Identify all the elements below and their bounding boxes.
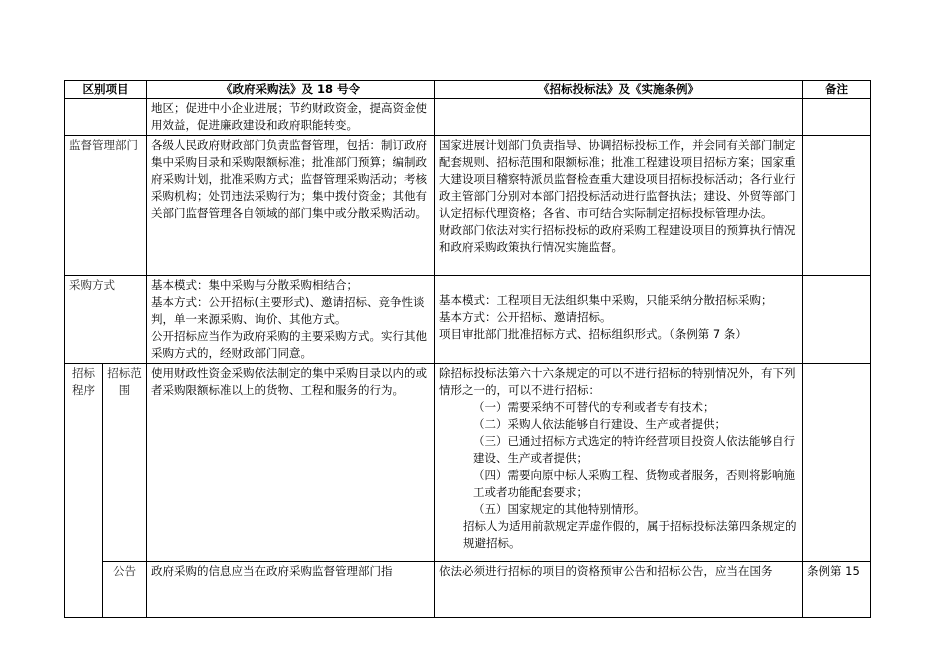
supervision-bid-cell [435,136,803,276]
method-gov-line-2: 基本方式：公开招标(主要形式)、邀请招标、竞争性谈判，单一来源采购、询价、其他方式。 [151,295,425,326]
cont-gov-cell: 地区；促进中小企业进展；节约财政资金，提高资金使用效益，促进廉政建设和政府职能转变。 [147,99,435,136]
supervision-gov-cell: 各级人民政府财政部门负责监督管理，包括：制订政府集中采购目录和采购限额标准；批准部门预算；编制政府采购计划，批准采购方式；监督管理采购活动；考核采购机构；处罚违法采购行为；集中拨付资金；其他有关部门监督管理各自领域的部门集中或分散采购活动。 [147,136,435,276]
row-method [65,276,871,364]
header-row [65,81,871,99]
method-gov-line-1: 基本模式：集中采购与分散采购相结合； [151,278,358,292]
scope-label: 招标范围 [103,364,147,562]
header-bidding-law: 《招标投标法》及《实施条例》 [435,81,803,99]
row-procedure-notice [65,562,871,618]
scope-bid-item-3: （三）已通过招标方式选定的特许经营项目投资人依法能够自行建设、生产或者提供； [473,434,795,465]
method-bid-cell [435,276,803,364]
method-label: 采购方式 [65,276,147,364]
row-procedure-scope [65,364,871,562]
method-bid-line-3: 项目审批部门批准招标方式、招标组织形式。（条例第 7 条） [439,327,747,341]
method-note-cell [803,276,871,364]
comparison-table [64,80,871,618]
method-bid-line-2: 基本方式：公开招标、邀请招标。 [439,310,612,324]
method-bid-line-1: 基本模式：工程项目无法组织集中采购，只能采纳分散招标采购； [439,293,773,307]
notice-label: 公告 [103,562,147,618]
procedure-group-label: 招标程序 [65,364,103,618]
scope-gov-cell: 使用财政性资金采购依法制定的集中采购目录以内的或者采购限额标准以上的货物、工程和服务的行为。 [147,364,435,562]
supervision-bid-line-2: 财政部门依法对实行招标投标的政府采购工程建设项目的预算执行情况和政府采购政策执行情况实施监督。 [439,223,796,254]
header-category: 区别项目 [65,81,147,99]
scope-bid-item-1: （一）需要采纳不可替代的专利或者专有技术； [473,400,715,414]
cont-note-cell [803,99,871,136]
supervision-bid-line-1: 国家进展计划部门负责指导、协调招标投标工作，并会同有关部门制定配套规则、招标范围和限额标准；批准工程建设项目招标方案；国家重大建设项目稽察特派员监督检查重大建设项目招标投标活动；各行业行政主管部门分别对本部门招投标活动进行监督执法；建设、外贸等部门认定招标代理资格；各省、市可结合实际制定招标投标管理办法。 [439,138,796,220]
header-gov-procurement-law: 《政府采购法》及 18 号令 [147,81,435,99]
method-gov-cell [147,276,435,364]
scope-bid-item-2: （二）采购人依法能够自行建设、生产或者提供； [473,417,726,431]
notice-bid-cell: 依法必须进行招标的项目的资格预审公告和招标公告，应当在国务 [435,562,803,618]
scope-note-cell [803,364,871,562]
cont-bid-cell [435,99,803,136]
notice-gov-cell: 政府采购的信息应当在政府采购监督管理部门指 [147,562,435,618]
scope-bid-item-4: （四）需要向原中标人采购工程、货物或者服务，否则将影响施工或者功能配套要求； [473,468,795,499]
row-continuation [65,99,871,136]
method-gov-line-3: 公开招标应当作为政府采购的主要采购方式。实行其他采购方式的，经财政部门同意。 [151,329,427,360]
supervision-note-cell [803,136,871,276]
notice-note-cell: 条例第 15 [803,562,871,618]
supervision-label: 监督管理部门 [65,136,147,276]
scope-bid-cell [435,364,803,562]
cont-label-cell [65,99,147,136]
header-remarks: 备注 [803,81,871,99]
scope-bid-outro: 招标人为适用前款规定弄虚作假的，属于招标投标法第四条规定的规避招标。 [463,519,797,550]
scope-bid-intro: 除招标投标法第六十六条规定的可以不进行招标的特别情况外，有下列情形之一的，可以不进行招标： [439,366,796,397]
row-supervision [65,136,871,276]
scope-bid-item-5: （五）国家规定的其他特别情形。 [473,502,646,516]
